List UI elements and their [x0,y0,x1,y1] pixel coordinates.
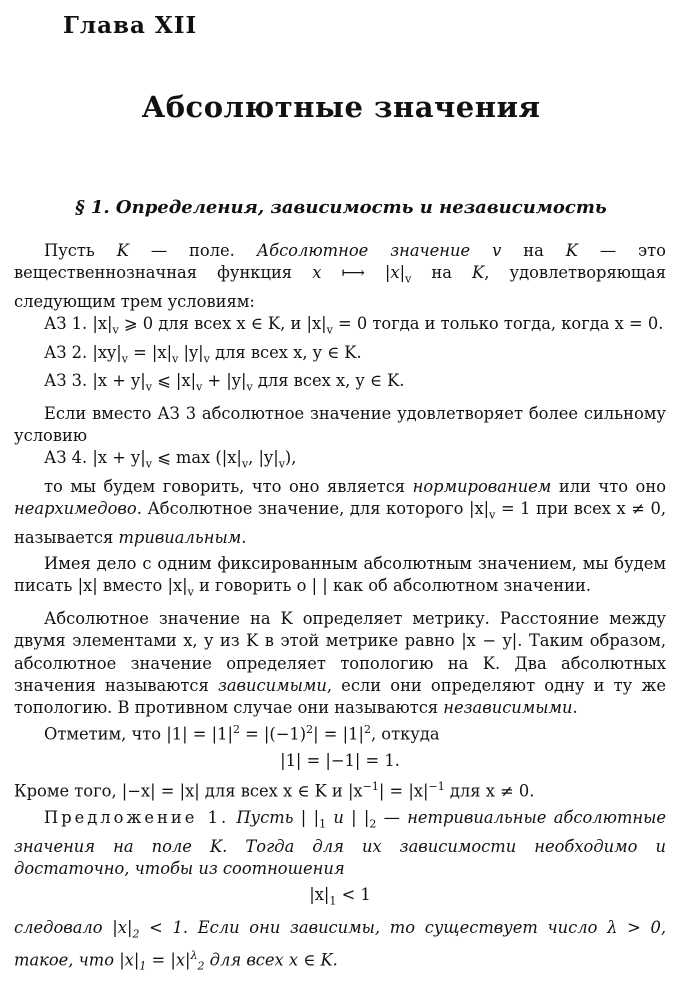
axiom-az2: АЗ 2. $|xy|_v = |x|_v$ $|y|_v$ для всех x, y ∈ K. [44,342,362,365]
paragraph-notation: Имея дело с одним фиксированным абсолютным значением, мы будем писать |x| вместо $|x|_v$ и говорить о | | как об абсолютном значении. [14,554,666,599]
axiom-az4: АЗ 4. $|x + y|_v$ ⩽ $\max (|x|_v$, $|y|_v$), [44,448,297,471]
chapter-heading: Глава XII [63,12,198,39]
section-heading: § 1. Определения, зависимость и независимость [75,197,607,218]
chapter-title: Абсолютные значения [141,90,541,124]
axiom-az1: АЗ 1. $|x|_v$ ⩾ 0 для всех x ∈ K, и $|x|_v = 0$ тогда и только тогда, когда x = 0. [44,314,664,337]
axiom-az3: АЗ 3. $|x + y|_v$ ⩽ $|x|_v + |y|_v$ для всех x, y ∈ K. [44,371,405,394]
proposition-1: Предложение 1. Пусть | $|_1$ и | $|_2$ — нетривиальные абсолютные значения на поле K. Тогда для их зависимости необходимо и достаточно, чтобы из соотношения [14,808,667,878]
paragraph-definition: Пусть K — поле. Абсолютное значение v на K — это вещественнозначная функция x ⟼ $|x|_v$ на K, удовлетворяющая следующим трем условиям: [14,241,666,311]
paragraph-metric: Абсолютное значение на K определяет метрику. Расстояние между двумя элементами x, y из K в этой метрике равно |x − y|. Таким образом, абсолютное значение определяет топологию на K. Два абсолютных значения называются зависимыми, если они определяют одну и ту же топологию. В противном случае они называются независимыми. [14,608,666,718]
paragraph-inverse: Кроме того, |−x| = |x| для всех x ∈ K и $|x^{-1}| = |x|^{-1}$ для x ≠ 0. [14,780,535,801]
proposition-1-continuation: следовало $|x|_2 < 1$. Если они зависимы, то существует число λ > 0, такое, что $|x|_1 = |x|^\lambda_2$ для всех x ∈ K. [14,917,666,974]
paragraph-note: Отметим, что $|1| = |1|^2 = |(-1)^2| = |1|^2$, откуда [44,723,440,744]
equation-condition: $|x|_1 < 1$ [309,885,371,908]
paragraph-nonarchimedean: то мы будем говорить, что оно является нормированием или что оно неархимедово. Абсолютное значение, для которого $|x|_v = 1$ при всех x ≠ 0, называется тривиальным. [14,476,666,547]
equation-unit: |1| = |−1| = 1. [280,751,400,771]
paragraph-stronger-condition: Если вместо АЗ 3 абсолютное значение удовлетворяет более сильному условию [14,403,666,446]
body-text [14,240,666,978]
